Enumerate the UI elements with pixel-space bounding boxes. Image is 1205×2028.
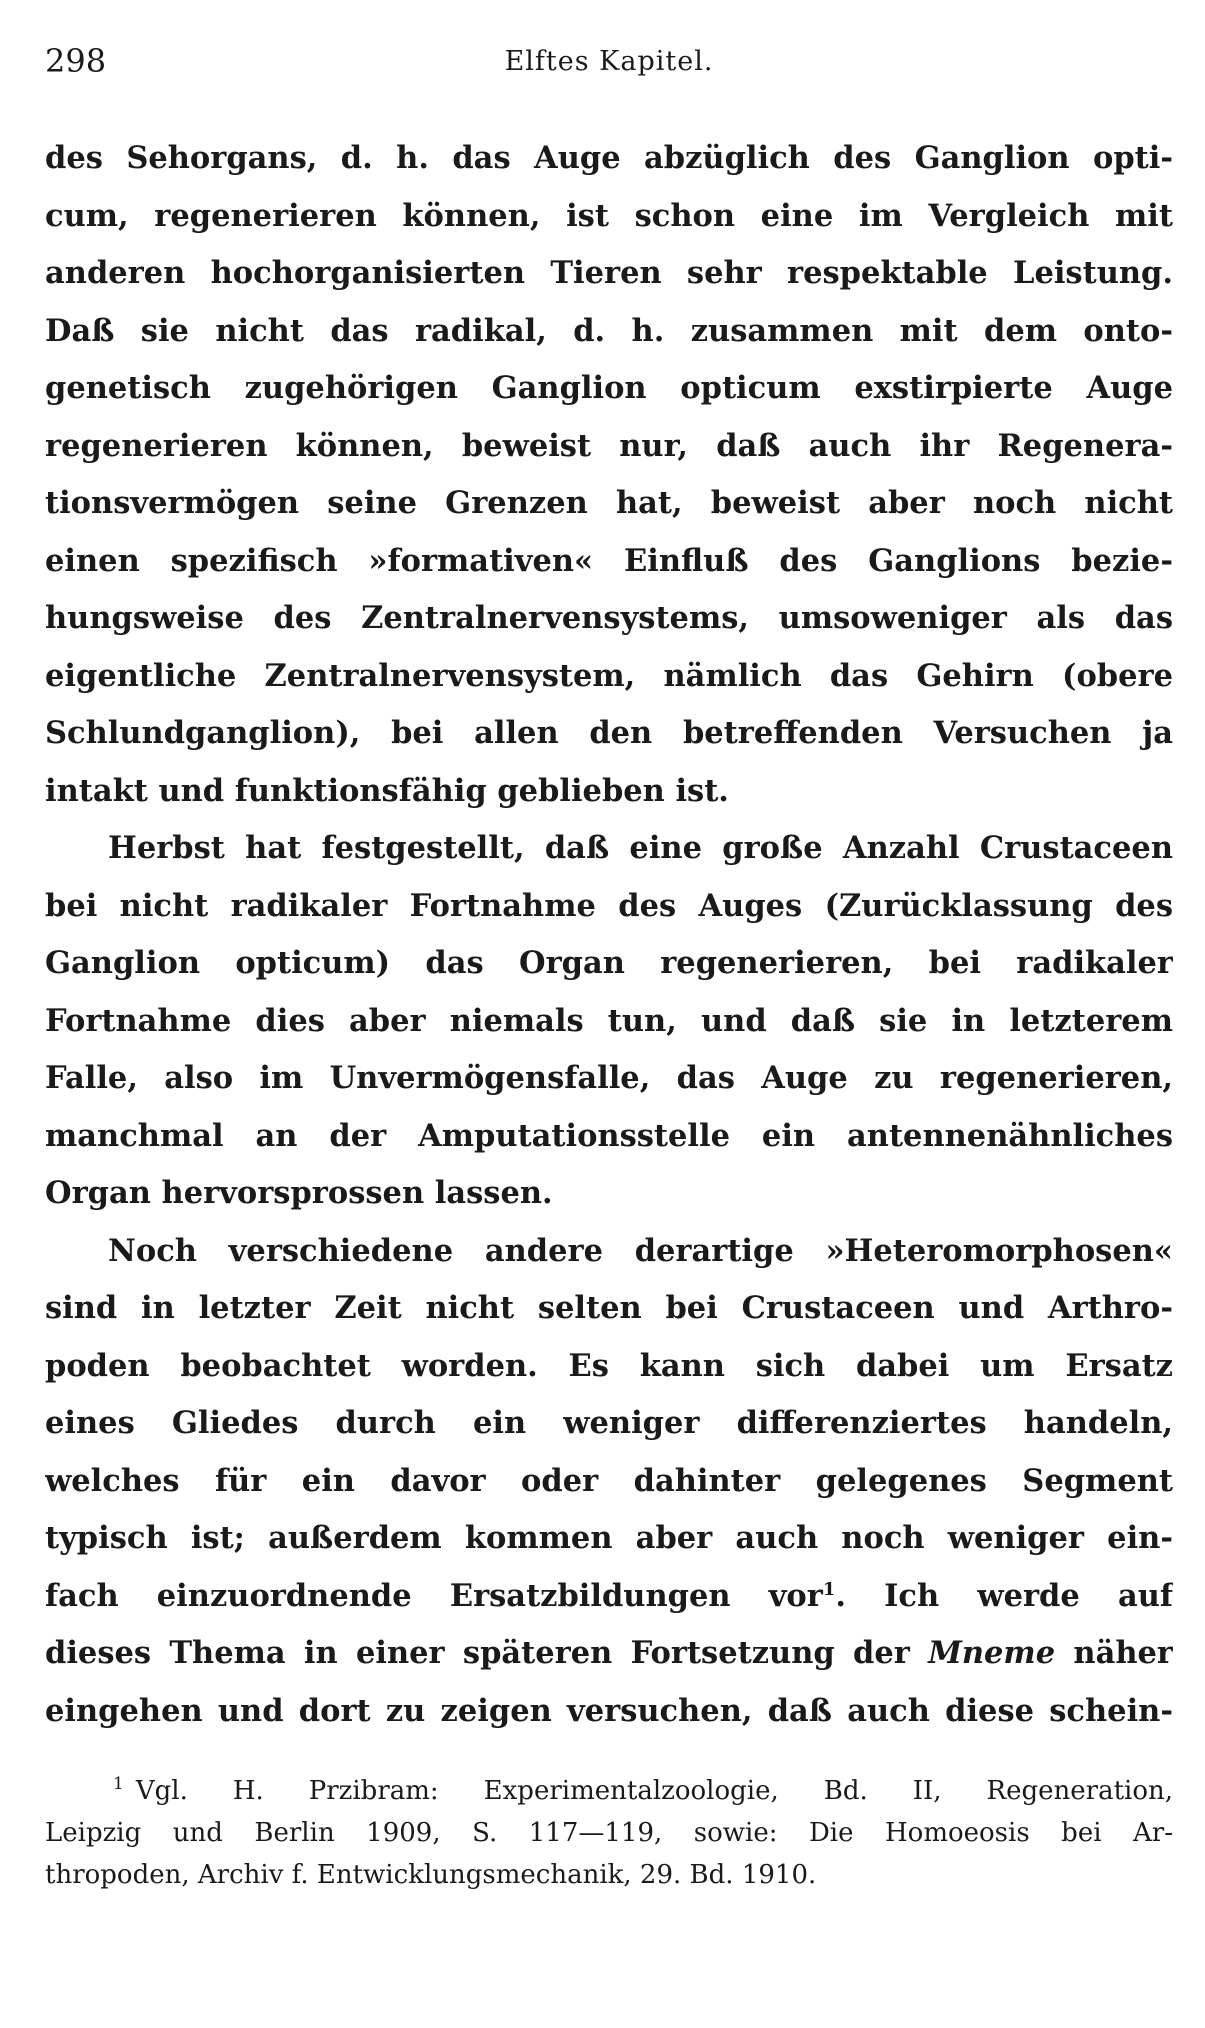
footnote <box>45 1770 1173 1896</box>
text-line: Daß sie nicht das radikal, d. h. zusammen mit dem onto- <box>45 312 1173 349</box>
text-line: anderen hochorganisierten Tieren sehr respektable Leistung. <box>45 255 1173 291</box>
text-line: Organ hervorsprossen lassen. <box>45 1175 553 1211</box>
page-header <box>45 42 1173 90</box>
text-line: cum, regenerieren können, ist schon eine im Vergleich mit <box>45 197 1173 234</box>
text-line: poden beobachtet worden. Es kann sich dabei um Ersatz <box>45 1347 1173 1384</box>
text-run: dieses Thema in einer späteren Fortsetzung der <box>45 1635 929 1671</box>
text-line: eines Gliedes durch ein weniger differenziertes handeln, <box>45 1405 1173 1441</box>
text-line: regenerieren können, beweist nur, daß auch ihr Regenera- <box>45 427 1173 464</box>
running-head: Elftes Kapitel. <box>504 46 714 77</box>
text-line: welches für ein davor oder dahinter gelegenes Segment <box>45 1462 1173 1499</box>
book-title-emphasis: Mneme <box>928 1635 1056 1671</box>
text-line: bei nicht radikaler Fortnahme des Auges (Zurücklassung des <box>45 887 1173 924</box>
paragraph-3 <box>45 1223 1173 1741</box>
footnote-line: Leipzig und Berlin 1909, S. 117—119, sowie: Die Homoeosis bei Ar- <box>45 1818 1173 1848</box>
text-line: Ganglion opticum) das Organ regenerieren, bei radikaler <box>45 945 1173 981</box>
text-line <box>45 1625 1173 1683</box>
text-line: Noch verschiedene andere derartige »Heteromorphosen« <box>108 1232 1173 1269</box>
footnote-line: thropoden, Archiv f. Entwicklungsmechanik, 29. Bd. 1910. <box>45 1860 817 1890</box>
text-run: . Ich werde auf <box>835 1577 1173 1614</box>
footnote-line <box>45 1770 1173 1812</box>
text-run: Vgl. H. Przibram: Experimentalzoologie, Bd. II, Regeneration, <box>135 1776 1173 1806</box>
text-line: typisch ist; außerdem kommen aber auch noch weniger ein- <box>45 1520 1173 1556</box>
page-number: 298 <box>45 42 107 80</box>
text-line: Schlundganglion), bei allen den betreffenden Versuchen ja <box>45 715 1173 751</box>
text-line: hungsweise des Zentralnervensystems, umsoweniger als das <box>45 600 1173 636</box>
text-line: genetisch zugehörigen Ganglion opticum exstirpierte Auge <box>45 370 1173 406</box>
text-line: einen spezifisch »formativen« Einfluß des Ganglions bezie- <box>45 542 1173 579</box>
text-line: eigentliche Zentralnervensystem, nämlich das Gehirn (obere <box>45 657 1173 694</box>
text-line: Herbst hat festgestellt, daß eine große Anzahl Crustaceen <box>108 830 1173 866</box>
text-line: Falle, also im Unvermögensfalle, das Auge zu regenerieren, <box>45 1060 1173 1096</box>
text-line: manchmal an der Amputationsstelle ein antennenähnliches <box>45 1117 1173 1154</box>
text-line: des Sehorgans, d. h. das Auge abzüglich des Ganglion opti- <box>45 140 1173 176</box>
text-line: tionsvermögen seine Grenzen hat, beweist aber noch nicht <box>45 485 1173 521</box>
text-line: sind in letzter Zeit nicht selten bei Crustaceen und Arthro- <box>45 1290 1173 1326</box>
text-line: Fortnahme dies aber niemals tun, und daß sie in letzterem <box>45 1002 1173 1039</box>
footnote-mark: 1 <box>113 1774 124 1795</box>
footnote-reference: 1 <box>822 1578 836 1600</box>
book-page <box>45 42 1173 1896</box>
text-line <box>45 1568 1173 1626</box>
text-line: eingehen und dort zu zeigen versuchen, daß auch diese schein- <box>45 1692 1173 1729</box>
paragraph-2 <box>45 820 1173 1223</box>
text-run: fach einzuordnende Ersatzbildungen vor <box>45 1577 823 1614</box>
paragraph-1 <box>45 130 1173 820</box>
text-run: näher <box>1055 1635 1173 1671</box>
text-line: intakt und funktionsfähig geblieben ist. <box>45 772 729 809</box>
